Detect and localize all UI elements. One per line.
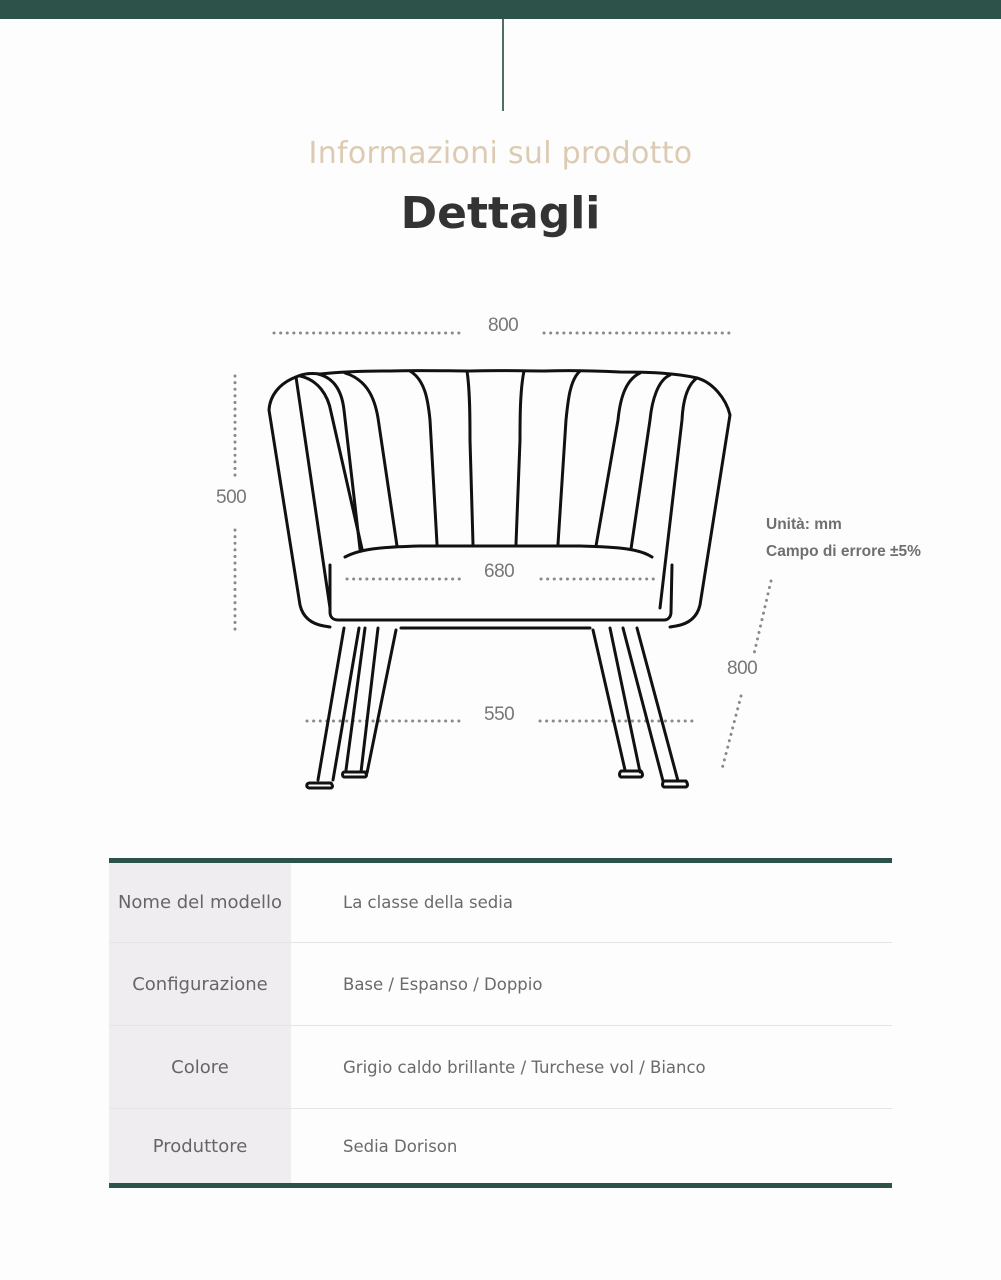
page-title: Dettagli — [400, 188, 601, 239]
table-row — [109, 863, 892, 943]
spec-table — [109, 858, 892, 1188]
dimension-leg-span: 550 — [484, 704, 515, 725]
spec-key: Configurazione — [109, 943, 291, 1025]
spec-value: Sedia Dorison — [343, 1136, 458, 1156]
spec-key: Produttore — [109, 1109, 291, 1183]
dimension-overall-width: 800 — [488, 315, 519, 336]
spec-value: Grigio caldo brillante / Turchese vol / Bianco — [343, 1057, 706, 1077]
table-row — [109, 1026, 892, 1109]
spec-key: Colore — [109, 1026, 291, 1108]
tolerance-note: Campo di errore ±5% — [766, 543, 921, 560]
spec-value: La classe della sedia — [343, 893, 513, 912]
section-subtitle: Informazioni sul prodotto — [308, 136, 693, 171]
dimension-total-height: 800 — [727, 658, 758, 679]
spec-value: Base / Espanso / Doppio — [343, 974, 543, 994]
dimension-seat-width: 680 — [484, 561, 515, 582]
unit-note: Unità: mm — [766, 516, 842, 533]
table-row — [109, 1109, 892, 1183]
table-row — [109, 943, 892, 1026]
dimension-back-height: 500 — [216, 487, 247, 508]
spec-key: Nome del modello — [109, 863, 291, 942]
